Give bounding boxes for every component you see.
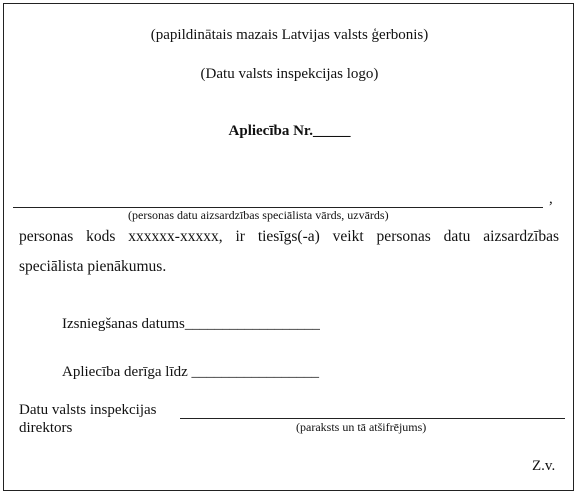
signature-underline xyxy=(180,418,565,419)
name-caption: (personas datu aizsardzības speciālista vārds, uzvārds) xyxy=(128,208,389,222)
stamp-place-mark: Z.v. xyxy=(532,458,556,474)
coat-of-arms-placeholder: (papildinātais mazais Latvijas valsts ģerbonis) xyxy=(150,27,429,43)
signatory-title-line-1: Datu valsts inspekcijas xyxy=(19,402,157,418)
logo-placeholder: (Datu valsts inspekcijas logo) xyxy=(200,66,379,82)
signatory-title-line-2: direktors xyxy=(19,420,73,436)
body-line-1: personas kods xxxxxx-xxxxx, ir tiesīgs(-a) veikt personas datu aizsardzības xyxy=(19,228,559,245)
name-comma: , xyxy=(549,191,553,207)
valid-until-field: Apliecība derīga līdz _________________ xyxy=(62,364,320,380)
certificate-title: Apliecība Nr._____ xyxy=(228,123,351,139)
body-line-2: speciālista pienākumus. xyxy=(19,258,167,275)
issue-date-field: Izsniegšanas datums__________________ xyxy=(62,316,320,332)
signature-caption: (paraksts un tā atšifrējums) xyxy=(296,420,427,434)
